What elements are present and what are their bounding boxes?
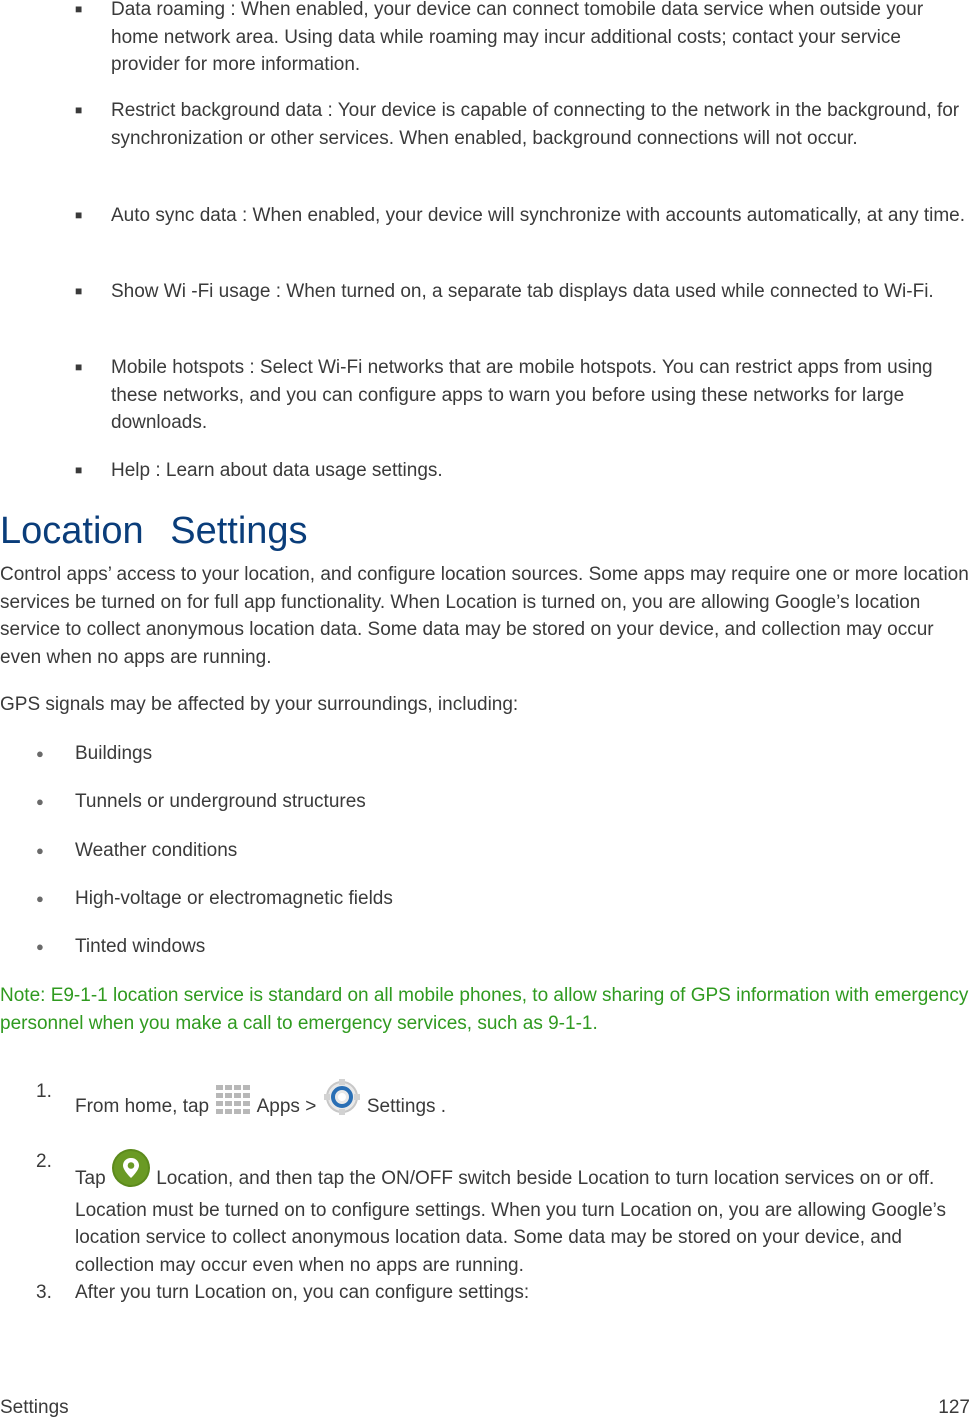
square-bullet-icon: ■: [75, 208, 83, 222]
list-item-text: Auto sync data : When enabled, your device will synchronize with accounts automatically, at any time.: [111, 205, 966, 226]
list-item-text: Mobile hotspots : Select Wi-Fi networks that are mobile hotspots. You can restrict apps from using these networks, and you can configure apps to warn you before using these networks for large downloads.: [111, 357, 933, 433]
list-item-text: Restrict background data : Your device is capable of connecting to the network in the background, for synchronization or other services. When enabled, background connections will not occur.: [111, 100, 960, 149]
list-item-text: Help : Learn about data usage settings.: [111, 460, 443, 481]
list-item-text: Weather conditions: [75, 840, 238, 861]
list-item-text: Buildings: [75, 743, 153, 764]
section-heading: Location Settings: [0, 510, 308, 552]
list-item-text: Data roaming : When enabled, your device can connect tomobile data service when outside your home network area. Using data while roaming may incur additional costs; contact your service provider for more information.: [111, 0, 924, 75]
square-bullet-icon: ■: [75, 284, 83, 298]
note-text: Note: E9-1-1 location service is standard on all mobile phones, to allow sharing of GPS information with emergency personnel when you make a call to emergency services, such as 9-1-1.: [0, 985, 969, 1034]
step-number: 3.: [36, 1282, 52, 1303]
footer-section-name: Settings: [0, 1397, 69, 1418]
round-bullet-icon: ●: [36, 746, 44, 761]
round-bullet-icon: ●: [36, 794, 44, 809]
step-text: [75, 1078, 973, 1125]
location-pin-icon: [111, 1148, 151, 1197]
step-number: 1.: [36, 1081, 52, 1102]
round-bullet-icon: ●: [36, 939, 44, 954]
list-item-text: High-voltage or electromagnetic fields: [75, 888, 393, 909]
settings-gear-icon: [322, 1078, 362, 1125]
step-text-part: Tap: [75, 1168, 111, 1189]
intro-paragraph: Control apps’ access to your location, and configure location sources. Some apps may require one or more location services be turned on for full app functionality. When Location is turned on, you are allowing Google’s location service to collect anonymous location data. Some data may be stored on your device, and collection may occur even when no apps are running.: [0, 564, 969, 668]
square-bullet-icon: ■: [75, 2, 83, 16]
step-number: 2.: [36, 1151, 52, 1172]
list-item-text: Tinted windows: [75, 936, 206, 957]
list-item-text: Tunnels or underground structures: [75, 791, 366, 812]
step-text-part: Location, and then tap the ON/OFF switch beside Location to turn location services on or off. Location must be turned on to configure settings. When you turn Location on, you are allowing Google’s location service to collect anonymous location data. Some data may be stored on your device, and collection may occur even when no apps are running.: [75, 1168, 947, 1276]
square-bullet-icon: ■: [75, 463, 83, 477]
step-text: [75, 1148, 973, 1279]
step-text-part: From home, tap: [75, 1096, 215, 1117]
round-bullet-icon: ●: [36, 843, 44, 858]
step-text: After you turn Location on, you can configure settings:: [75, 1282, 530, 1303]
gps-intro: GPS signals may be affected by your surroundings, including:: [0, 694, 519, 715]
square-bullet-icon: ■: [75, 103, 83, 117]
square-bullet-icon: ■: [75, 360, 83, 374]
apps-grid-icon: [214, 1084, 252, 1125]
footer-page-number: 127: [938, 1397, 970, 1418]
list-item-text: Show Wi -Fi usage : When turned on, a separate tab displays data used while connected to Wi-Fi.: [111, 281, 934, 302]
round-bullet-icon: ●: [36, 891, 44, 906]
step-text-part: Settings .: [361, 1096, 447, 1117]
step-text-part: Apps >: [252, 1096, 322, 1117]
